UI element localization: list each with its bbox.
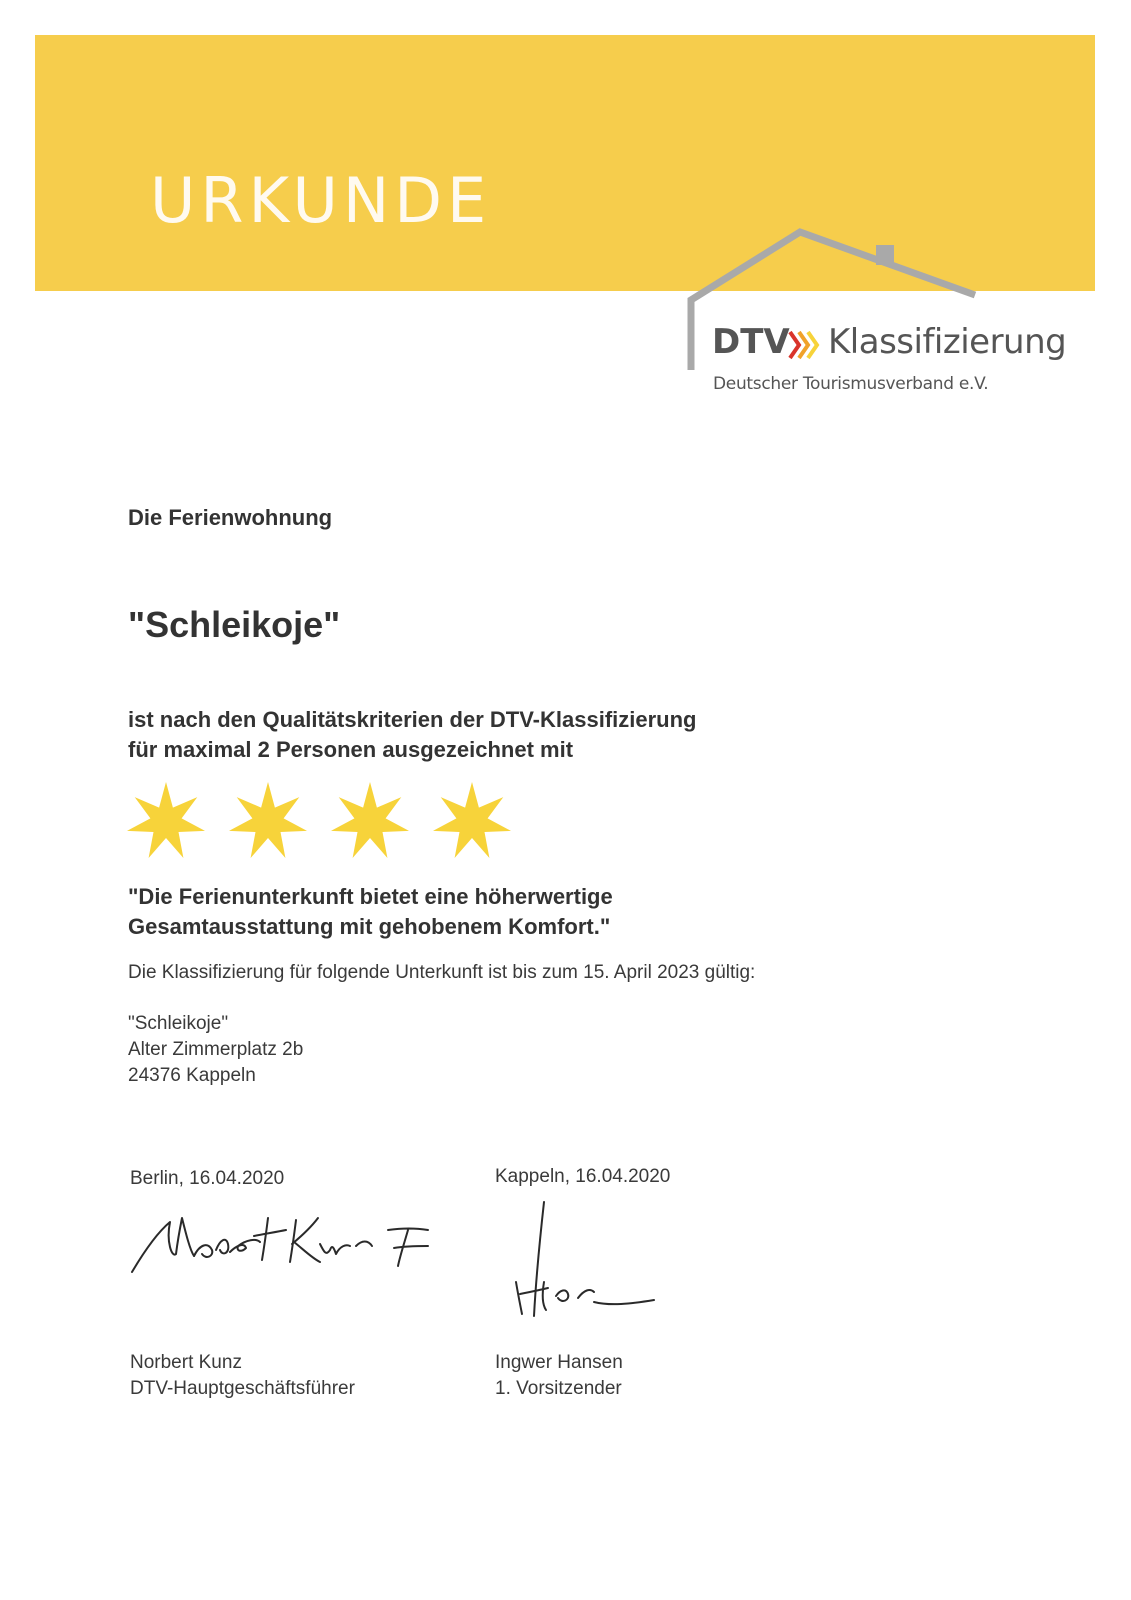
chevron-logo-icon — [788, 328, 824, 362]
address-line: Alter Zimmerplatz 2b — [128, 1039, 304, 1060]
star-icon — [229, 782, 307, 858]
logo-subtitle: Deutscher Tourismusverband e.V. — [713, 374, 989, 394]
validity-text: Die Klassifizierung für folgende Unterkunft ist bis zum 15. April 2023 gültig: — [128, 962, 756, 983]
address-line: 24376 Kappeln — [128, 1065, 256, 1086]
rating-quote — [128, 882, 613, 942]
criteria-line-1: ist nach den Qualitätskriterien der DTV-Klassifizierung — [128, 707, 697, 732]
document-title: URKUNDE — [150, 164, 492, 237]
signatory-name: Ingwer Hansen — [495, 1352, 623, 1373]
signatory-left — [130, 1350, 355, 1402]
criteria-line-2: für maximal 2 Personen ausgezeichnet mit — [128, 737, 574, 762]
star-icon — [331, 782, 409, 858]
property-name: "Schleikoje" — [128, 604, 341, 645]
signatory-role: DTV-Hauptgeschäftsführer — [130, 1378, 355, 1399]
criteria-text — [128, 705, 696, 765]
logo-dtv: DTV — [712, 322, 790, 362]
signature-right — [500, 1198, 670, 1323]
star-icon — [127, 782, 205, 858]
address-line: "Schleikoje" — [128, 1013, 229, 1034]
place-date-left: Berlin, 16.04.2020 — [130, 1168, 285, 1189]
quote-line-1: "Die Ferienunterkunft bietet eine höherwertige — [128, 884, 613, 909]
place-date-right: Kappeln, 16.04.2020 — [495, 1166, 671, 1187]
star-rating — [124, 780, 524, 864]
intro-text: Die Ferienwohnung — [128, 505, 333, 530]
logo-klassifizierung: Klassifizierung — [828, 322, 1067, 362]
quote-line-2: Gesamtausstattung mit gehobenem Komfort." — [128, 914, 611, 939]
star-icon — [433, 782, 511, 858]
signatory-name: Norbert Kunz — [130, 1352, 242, 1373]
signatory-right — [495, 1350, 623, 1402]
signature-left — [120, 1200, 450, 1290]
address-block — [128, 1011, 303, 1089]
signatory-role: 1. Vorsitzender — [495, 1378, 622, 1399]
